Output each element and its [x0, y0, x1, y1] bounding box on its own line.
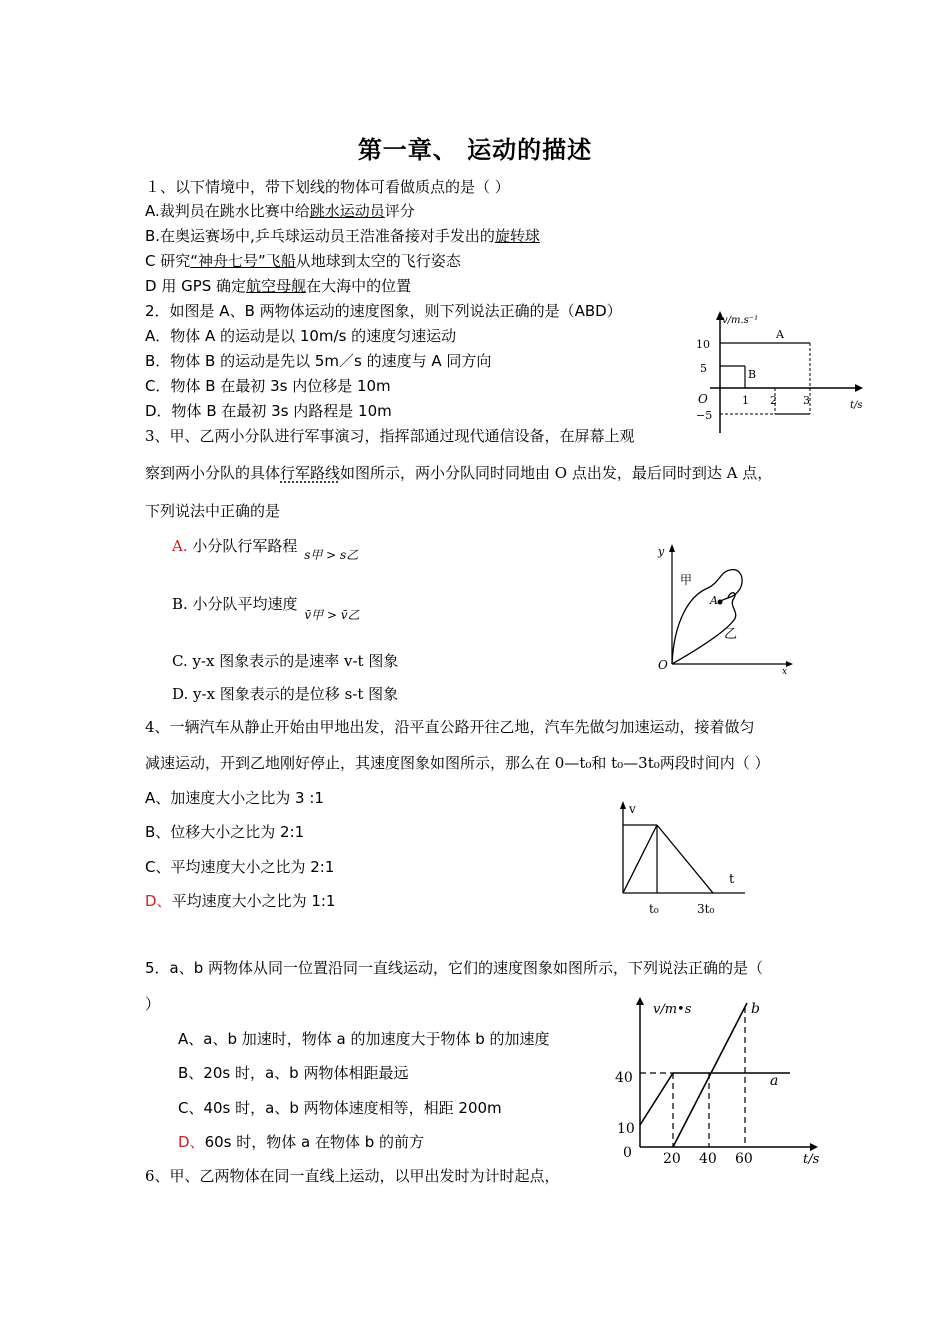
- q4-line-1: 4、一辆汽车从静止开始由甲地出发，沿平直公路开往乙地，汽车先做匀加速运动，接着做匀: [145, 718, 755, 736]
- q5-label-b: b: [751, 1001, 760, 1017]
- q1-option-a: A.裁判员在跳水比赛中给跳水运动员评分: [145, 202, 415, 220]
- q4-accel-line: [623, 825, 657, 893]
- q5-tick-10: 10: [617, 1121, 635, 1137]
- q2-tick-neg5: −5: [696, 409, 713, 422]
- q5-ylabel: v/m•s: [653, 1002, 692, 1017]
- q5-velocity-graph: [605, 995, 835, 1175]
- q3-option-b: B. 小分队平均速度 $_{v̄甲 > v̄乙}$: [172, 595, 360, 622]
- q5-line-b: [673, 1003, 747, 1147]
- q2-tick-10: 10: [696, 338, 710, 351]
- q1-option-b: B.在奥运赛场中,乒乓球运动员王浩准备接对手发出的旋转球: [145, 227, 540, 245]
- q5-label-a: a: [770, 1073, 779, 1089]
- q5-origin: 0: [623, 1145, 632, 1161]
- q5-tick-20: 20: [663, 1151, 681, 1167]
- q3-label-jia: 甲: [680, 573, 693, 587]
- q4-v-label: v: [629, 802, 636, 816]
- q6-line-1: 6、甲、乙两物体在同一直线上运动，以甲出发时为计时起点，: [145, 1167, 560, 1185]
- q1-stem: １、以下情境中，带下划线的物体可看做质点的是（ ）: [145, 178, 510, 196]
- q4-decel-line: [657, 825, 713, 893]
- q5-tick-40: 40: [615, 1070, 633, 1086]
- q3-x-label: x: [782, 667, 788, 675]
- q4-line-2: 减速运动，开到乙地刚好停止，其速度图象如图所示，那么在 0—t₀和 t₀—3t₀两段时间内（ ）: [145, 754, 770, 772]
- q2-tick-5: 5: [700, 362, 707, 375]
- q5-option-a: A、a、b 加速时，物体 a 的加速度大于物体 b 的加速度: [178, 1030, 550, 1048]
- chapter-title: 第一章、 运动的描述: [357, 135, 593, 164]
- q5-option-c: C、40s 时，a、b 两物体速度相等，相距 200m: [178, 1099, 502, 1117]
- q3-line-2: 察到两小分队的具体行军路线如图所示，两小分队同时同地由 O 点出发，最后同时到达 A 点，: [145, 464, 773, 482]
- q3-option-c: C. y-x 图象表示的是速率 v-t 图象: [172, 652, 399, 670]
- q5-tick-60: 60: [735, 1151, 753, 1167]
- q3-y-label: y: [658, 545, 665, 558]
- q2-option-c: C．物体 B 在最初 3s 内位移是 10m: [145, 377, 391, 395]
- q3-point-a: [718, 600, 723, 605]
- q3-path-graph: [650, 540, 800, 675]
- q2-tick-3: 3: [803, 394, 810, 407]
- q4-option-b: B、位移大小之比为 2:1: [145, 823, 305, 841]
- q2-origin: O: [698, 392, 708, 406]
- q2-xlabel: t/s: [850, 400, 863, 411]
- q3-option-a: A. 小分队行军路程 $_{s甲 > s乙}$: [172, 537, 359, 562]
- q3-line-1: 3、甲、乙两小分队进行军事演习，指挥部通过现代通信设备，在屏幕上观: [145, 427, 635, 445]
- q2-velocity-graph: [690, 308, 870, 438]
- q1-option-d: D 用 GPS 确定航空母舰在大海中的位置: [145, 277, 412, 295]
- q4-tick-3t0: 3t₀: [697, 902, 715, 916]
- q5-line-2: ）: [145, 995, 161, 1013]
- q2-tick-1: 1: [742, 394, 749, 407]
- q2-tick-2: 2: [770, 394, 777, 407]
- q2-label-a: A: [776, 328, 784, 341]
- q5-tick-40x: 40: [699, 1151, 717, 1167]
- q5-option-d: D、60s 时，物体 a 在物体 b 的前方: [178, 1133, 425, 1151]
- q4-tick-t0: t₀: [649, 902, 659, 916]
- q1-option-c: C 研究“神舟七号”飞船从地球到太空的飞行姿态: [145, 252, 461, 270]
- q5-xlabel: t/s: [803, 1152, 820, 1167]
- q3-label-yi: 乙: [724, 627, 738, 642]
- q4-t-label: t: [729, 872, 735, 887]
- q3-option-d: D. y-x 图象表示的是位移 s-t 图象: [172, 685, 399, 703]
- q2-option-a: A．物体 A 的运动是以 10m/s 的速度匀速运动: [145, 327, 457, 345]
- q5-line-a-accel: [640, 1073, 673, 1125]
- q4-option-c: C、平均速度大小之比为 2:1: [145, 858, 335, 876]
- q2-option-b: B．物体 B 的运动是先以 5m／s 的速度与 A 同方向: [145, 352, 492, 370]
- q2-ylabel: v/m.s⁻¹: [722, 315, 759, 326]
- q5-option-b: B、20s 时，a、b 两物体相距最远: [178, 1064, 409, 1082]
- q2-label-b: B: [748, 368, 757, 381]
- q3-label-a: A: [710, 594, 718, 607]
- q4-option-a: A、加速度大小之比为 3 :1: [145, 789, 324, 807]
- q4-option-d: D、平均速度大小之比为 1:1: [145, 892, 336, 910]
- q2-stem: 2．如图是 A、B 两物体运动的速度图象，则下列说法正确的是（ABD）: [145, 302, 622, 320]
- q3-origin: O: [658, 658, 668, 672]
- q2-option-d: D．物体 B 在最初 3s 内路程是 10m: [145, 402, 392, 420]
- q4-velocity-graph: [605, 795, 755, 920]
- q5-line-1: 5．a、b 两物体从同一位置沿同一直线运动，它们的速度图象如图所示，下列说法正确的是（: [145, 959, 764, 977]
- q3-line-3: 下列说法中正确的是: [145, 502, 281, 520]
